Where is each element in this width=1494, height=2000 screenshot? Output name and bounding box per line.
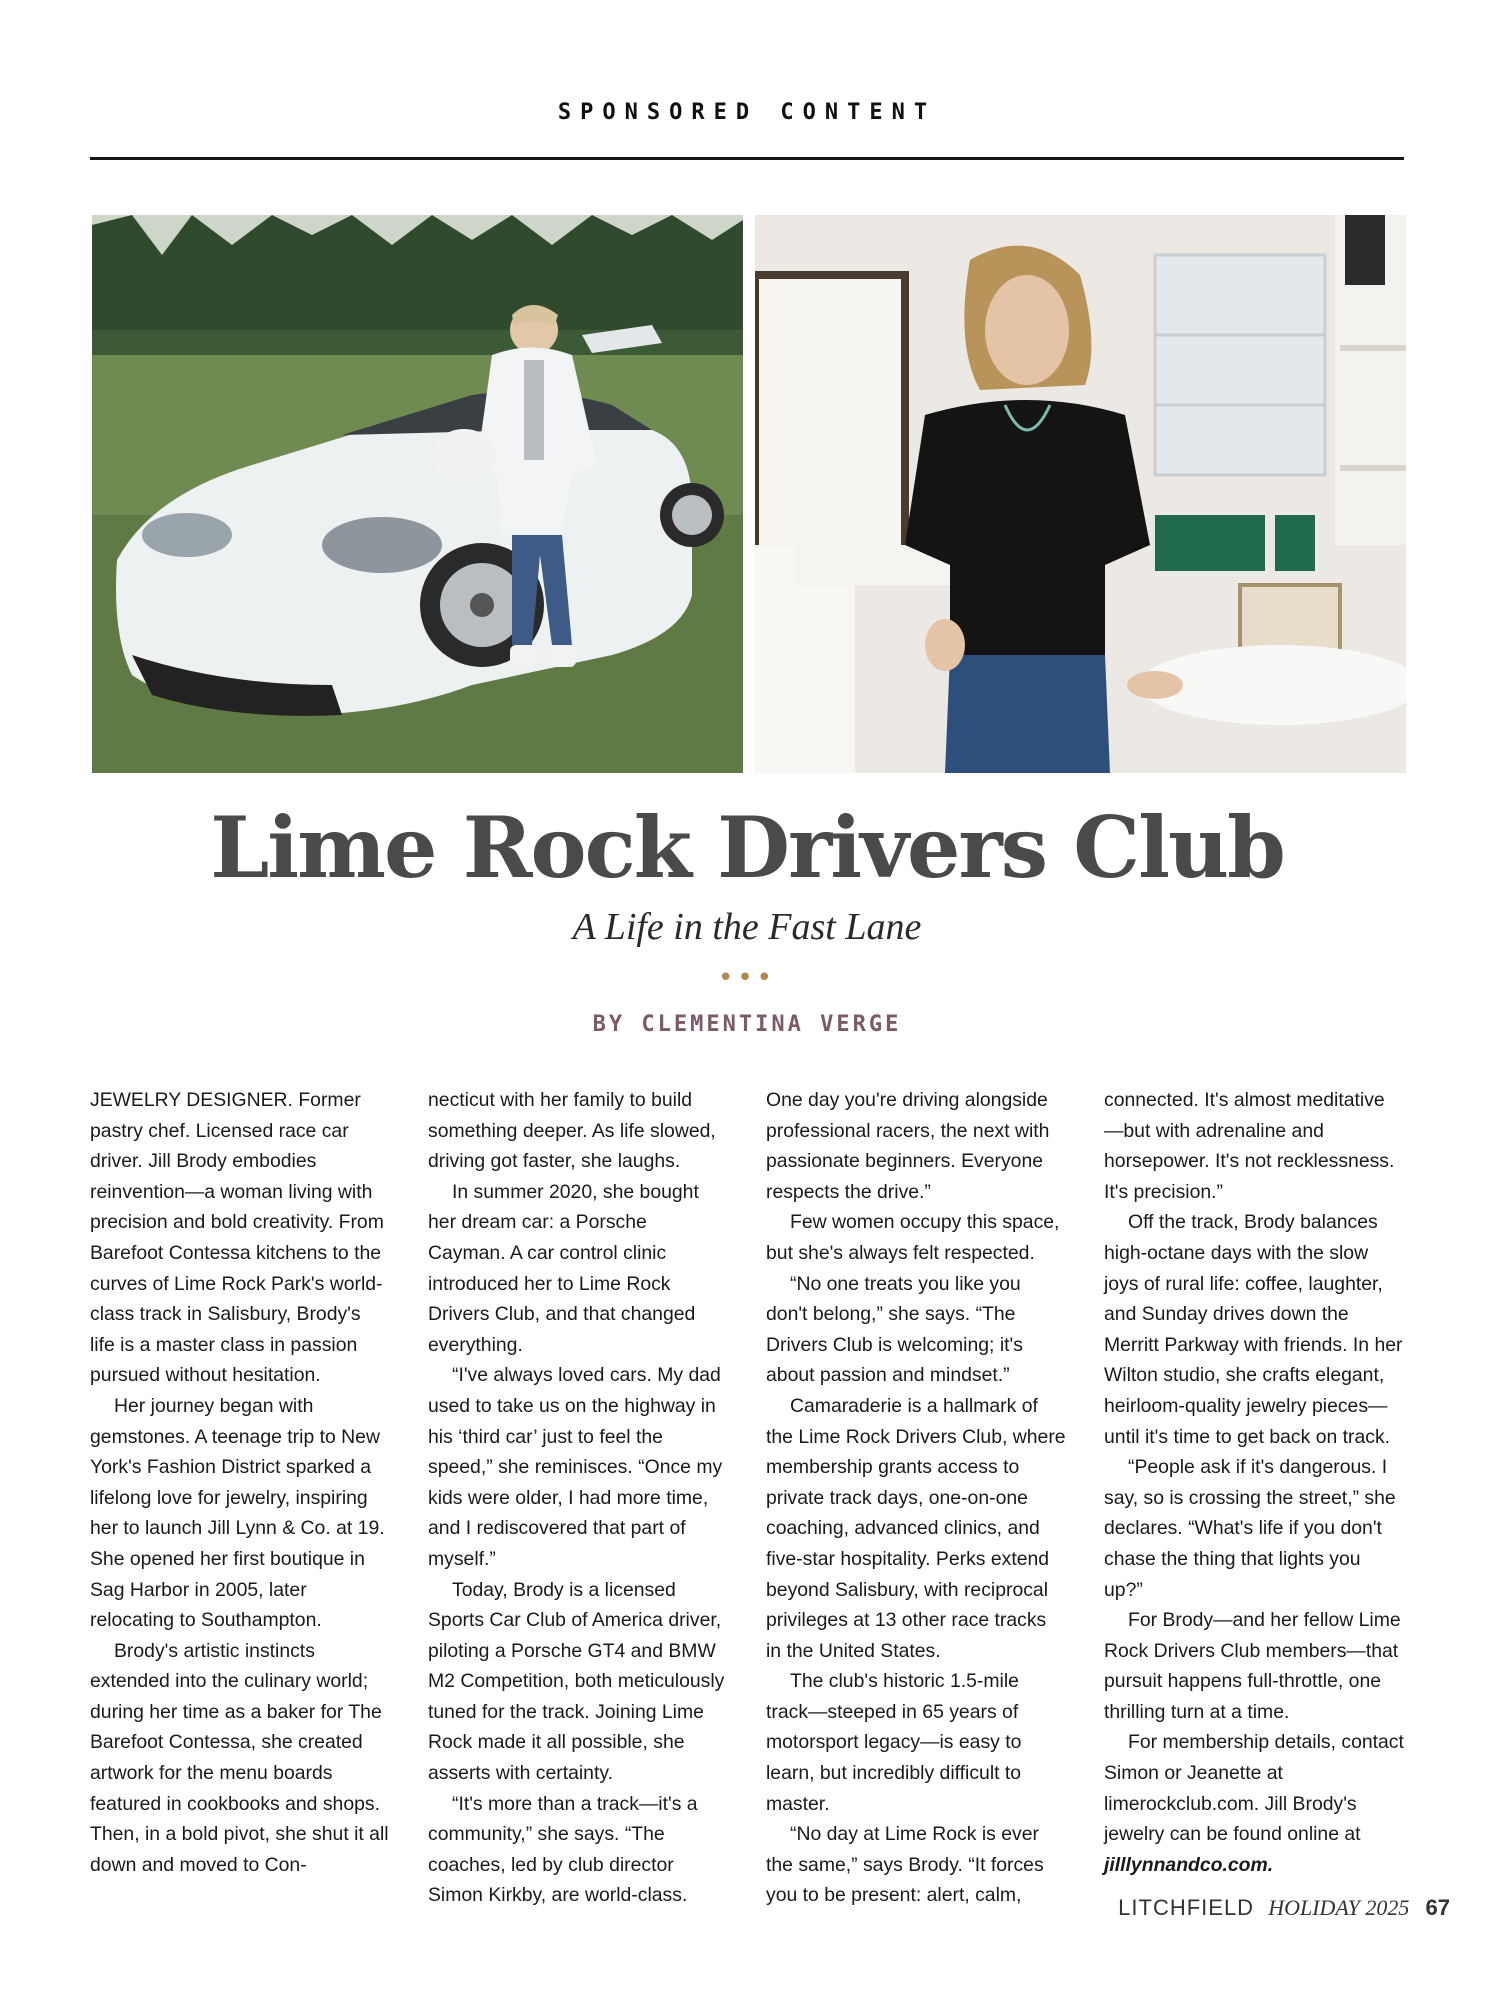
paragraph <box>1104 1727 1404 1880</box>
paragraph: The club's historic 1.5-mile track—steeped in 65 years of motorsport legacy—is easy to learn, but incredibly difficult to master. <box>766 1670 1022 1815</box>
ornament-dots: ••• <box>717 963 776 993</box>
paragraph: Today, Brody is a licensed Sports Car Club of America driver, piloting a Porsche GT4 and BMW M2 Competition, both meticulously tuned for the track. Joining Lime Rock made it all possible, she asserts with certainty. <box>428 1578 725 1785</box>
column-4 <box>1104 1085 1404 1880</box>
paragraph: In summer 2020, she bought her dream car: a Porsche Cayman. A car control clinic introduced her to Lime Rock Drivers Club, and that changed everything. <box>428 1180 699 1356</box>
column-1 <box>90 1085 390 1880</box>
paragraph: One day you're driving alongside professional racers, the next with passionate beginners. Everyone respects the drive.” <box>766 1089 1050 1203</box>
column-2 <box>428 1085 728 1911</box>
header-divider <box>90 157 1404 160</box>
paragraph: For Brody—and her fellow Lime Rock Drivers Club members—that pursuit happens full-throttle, one thrilling turn at a time. <box>1104 1609 1401 1723</box>
paragraph: connected. It's almost meditative—but with adrenaline and horsepower. It's not recklessness. It's precision.” <box>1104 1089 1395 1203</box>
paragraph: “It's more than a track—it's a community,” she says. “The coaches, led by club director Simon Kirkby, are world-class. <box>428 1792 698 1907</box>
paragraph: “No one treats you like you don't belong,” she says. “The Drivers Club is welcoming; it's about passion and mindset.” <box>766 1272 1023 1387</box>
paragraph: JEWELRY DESIGNER. Former pastry chef. Licensed race car driver. Jill Brody embodies reinvention—a woman living with precision and bold creativity. From Barefoot Contessa kitchens to the curves of Lime Rock Park's world-class track in Salisbury, Brody's life is a master class in passion pursued without hesitation. <box>90 1089 384 1387</box>
paragraph: Her journey began with gemstones. A teenage trip to New York's Fashion District sparked a lifelong love for jewelry, inspiring her to launch Jill Lynn & Co. at 19. She opened her first boutique in Sag Harbor in 2005, later relocating to Southampton. <box>90 1394 385 1632</box>
column-3 <box>766 1085 1066 1911</box>
publication-name: LITCHFIELD <box>1118 1895 1255 1920</box>
paragraph: Off the track, Brody balances high-octane days with the slow joys of rural life: coffee, laughter, and Sunday drives down the Merritt Parkway with friends. In her Wilton studio, she crafts elegant, heirloom-quality jewelry pieces—until it's time to get back on track. <box>1104 1211 1403 1448</box>
page-footer <box>1118 1895 1450 1921</box>
paragraph: Brody's artistic instincts extended into the culinary world; during her time as a baker for The Barefoot Contessa, she created artwork for the menu boards featured in cookbooks and shops. Then, in a bold pivot, she shut it all down and moved to Con- <box>90 1639 389 1876</box>
photo-driver-with-car <box>92 215 743 773</box>
page-number: 67 <box>1425 1895 1450 1920</box>
paragraph-text: For membership details, contact Simon or Jeanette at limerockclub.com. Jill Brody's jewelry can be found online at <box>1104 1731 1404 1846</box>
issue-label: HOLIDAY 2025 <box>1268 1895 1410 1920</box>
article-body <box>90 1085 1410 1907</box>
sponsored-content-label: SPONSORED CONTENT <box>557 100 937 125</box>
byline: BY CLEMENTINA VERGE <box>592 1012 902 1037</box>
paragraph: necticut with her family to build something deeper. As life slowed, driving got faster, she laughs. <box>428 1089 716 1173</box>
paragraph: Few women occupy this space, but she's always felt respected. <box>766 1211 1060 1264</box>
paragraph: “No day at Lime Rock is ever the same,” says Brody. “It forces you to be present: alert, calm, <box>766 1823 1044 1907</box>
paragraph: “People ask if it's dangerous. I say, so is crossing the street,” she declares. “What's life if you don't chase the thing that lights you up?” <box>1104 1456 1396 1601</box>
paragraph: “I've always loved cars. My dad used to take us on the highway in his ‘third car’ just to feel the speed,” she reminisces. “Once my kids were older, I had more time, and I rediscovered that part of myself.” <box>428 1364 723 1570</box>
website-link[interactable]: jilllynnandco.com. <box>1104 1853 1274 1876</box>
photo-designer-in-studio <box>755 215 1406 773</box>
article-title: Lime Rock Drivers Club <box>210 798 1284 897</box>
paragraph: Camaraderie is a hallmark of the Lime Rock Drivers Club, where membership grants access to private track days, one-on-one coaching, advanced clinics, and five-star hospitality. Perks extend beyond Salisbury, with reciprocal privileges at 13 other race tracks in the United States. <box>766 1394 1066 1662</box>
article-subtitle: A Life in the Fast Lane <box>572 906 922 948</box>
